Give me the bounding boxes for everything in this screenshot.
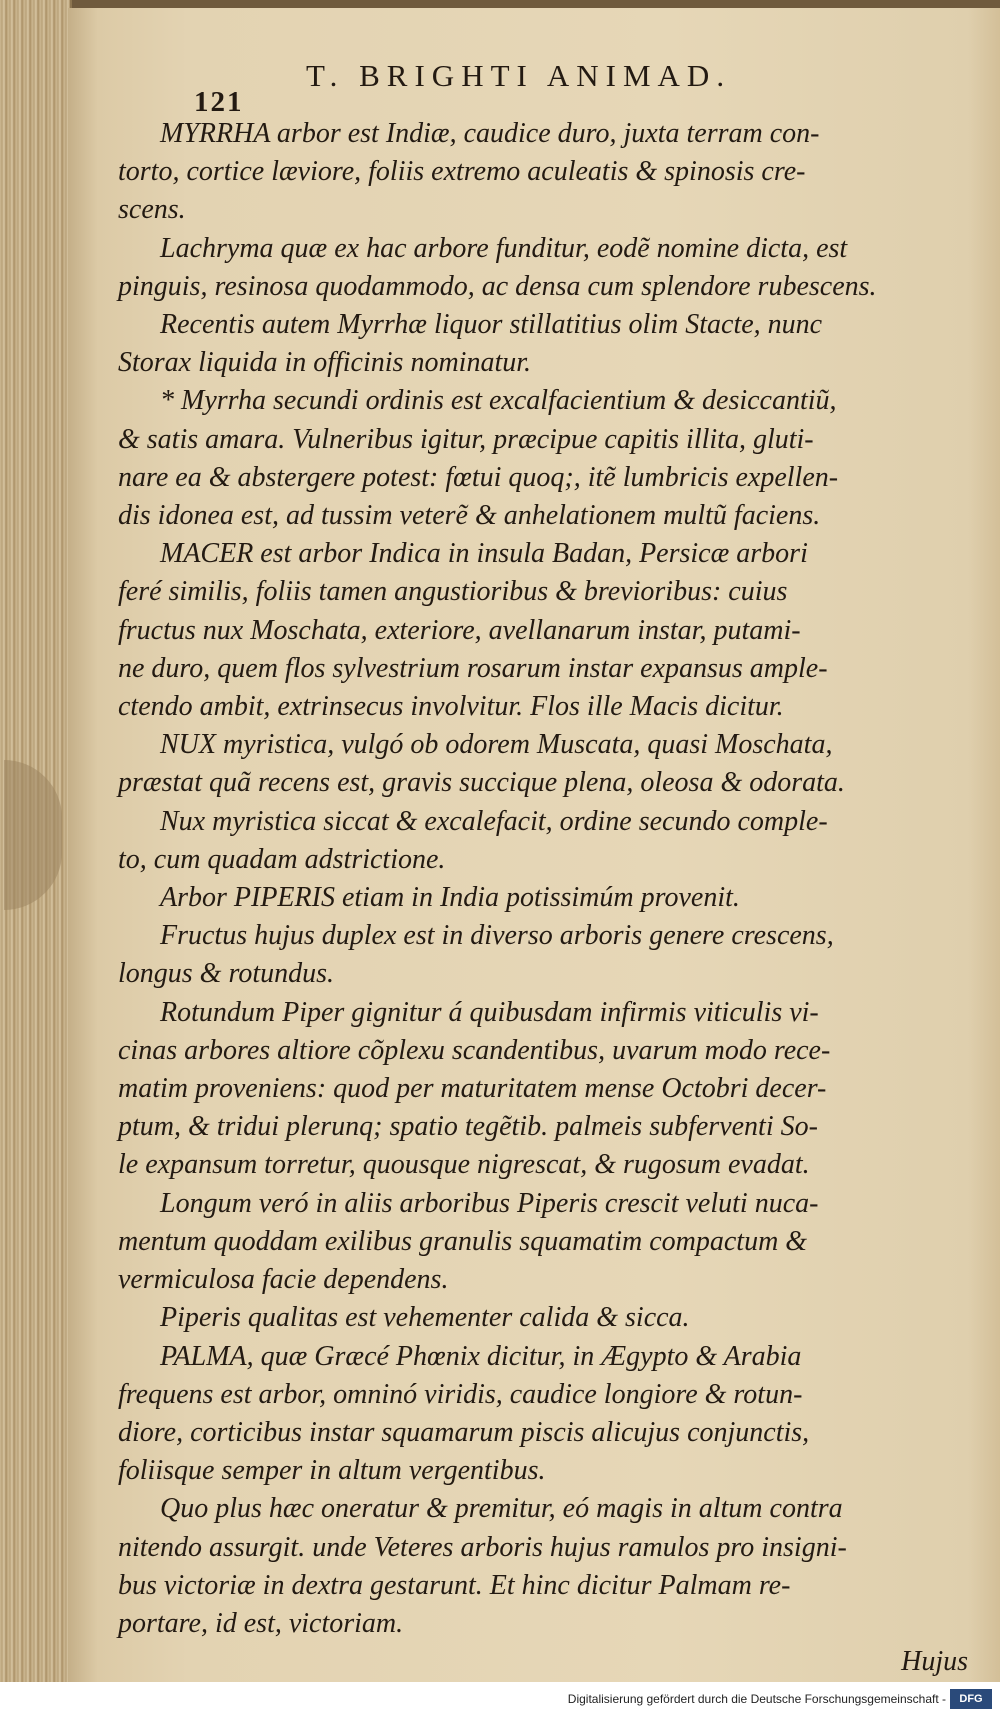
text-line: scens. [118, 194, 186, 226]
text-line: & satis amara. Vulneribus igitur, præcipue capitis illita, gluti- [118, 423, 814, 455]
text-body [118, 115, 978, 1643]
footer [0, 1682, 1000, 1715]
text-line: matim proveniens: quod per maturitatem mense Octobri decer- [118, 1073, 827, 1105]
text-line: Longum veró in aliis arboribus Piperis crescit veluti nuca- [160, 1187, 819, 1219]
text-line: Quo plus hæc oneratur & premitur, eó magis in altum contra [160, 1493, 843, 1525]
text-line: MYRRHA arbor est Indiæ, caudice duro, juxta terram con- [160, 118, 820, 149]
text-line: mentum quoddam exilibus granulis squamatim compactum & [118, 1225, 808, 1257]
text-line: portare, id est, victoriam. [118, 1607, 404, 1639]
page-edges [0, 0, 72, 1682]
text-line: * Myrrha secundi ordinis est excalfacientium & desiccantiũ, [160, 385, 837, 417]
text-line: longus & rotundus. [118, 958, 334, 990]
text-line: ne duro, quem flos sylvestrium rosarum instar expansus ample- [118, 652, 828, 684]
text-line: Nux myristica siccat & excalefacit, ordine secundo comple- [160, 805, 828, 837]
text-line: Storax liquida in officinis nominatur. [118, 347, 532, 379]
text-line: PALMA, quæ Græcé Phœnix dicitur, in Ægypto & Arabia [160, 1340, 802, 1372]
text-line: vermiculosa facie dependens. [118, 1264, 449, 1296]
text-line: præstat quã recens est, gravis succique plena, oleosa & odorata. [118, 767, 845, 799]
text-line: Recentis autem Myrrhæ liquor stillatitius olim Stacte, nunc [160, 309, 823, 341]
text-line: feré similis, foliis tamen angustioribus & brevioribus: cuius [118, 576, 788, 608]
text-line: nare ea & abstergere potest: fœtui quoq;, itẽ lumbricis expellen- [118, 461, 839, 493]
text-line: cinas arbores altiore cõplexu scandentibus, uvarum modo rece- [118, 1034, 831, 1066]
text-line: pinguis, resinosa quodammodo, ac densa cum splendore rubescens. [118, 270, 877, 302]
text-line: le expansum torretur, quousque nigrescat, & rugosum evadat. [118, 1149, 810, 1181]
running-title: T. BRIGHTI ANIMAD. [306, 58, 732, 93]
page-text [118, 55, 978, 1681]
text-line: Fructus hujus duplex est in diverso arboris genere crescens, [160, 920, 834, 952]
text-line: fructus nux Moschata, exteriore, avellanarum instar, putami- [118, 614, 801, 646]
text-line: Arbor PIPERIS etiam in India potissimúm provenit. [160, 882, 740, 914]
funding-credit: Digitalisierung gefördert durch die Deutsche Forschungsgemeinschaft - [567, 1692, 946, 1706]
text-line: nitendo assurgit. unde Veteres arboris hujus ramulos pro insigni- [118, 1531, 847, 1563]
text-line: MACER est arbor Indica in insula Badan, Persicæ arbori [160, 538, 808, 570]
text-line: foliisque semper in altum vergentibus. [118, 1455, 546, 1487]
text-line: torto, cortice læviore, foliis extremo aculeatis & spinosis cre- [118, 156, 806, 188]
dfg-logo: DFG [950, 1689, 992, 1709]
catchword: Hujus [901, 1646, 968, 1678]
text-line: NUX myristica, vulgó ob odorem Muscata, quasi Moschata, [160, 729, 833, 761]
text-line: ptum, & tridui plerunq; spatio tegẽtib. palmeis subferventi So- [118, 1111, 818, 1143]
page-number: 121 [194, 86, 244, 118]
text-line: ctendo ambit, extrinsecus involvitur. Flos ille Macis dicitur. [118, 691, 784, 723]
text-line: Rotundum Piper gignitur á quibusdam infirmis viticulis vi- [160, 996, 819, 1028]
text-line: bus victoriæ in dextra gestarunt. Et hinc dicitur Palmam re- [118, 1569, 791, 1601]
text-line: frequens est arbor, omninó viridis, caudice longiore & rotun- [118, 1378, 803, 1410]
text-line: Piperis qualitas est vehementer calida & sicca. [160, 1302, 690, 1334]
text-line: diore, corticibus instar squamarum piscis alicujus conjunctis, [118, 1416, 810, 1448]
running-head [118, 55, 978, 118]
text-line: dis idonea est, ad tussim veterẽ & anhelationem multũ faciens. [118, 500, 821, 532]
text-line: Lachryma quæ ex hac arbore funditur, eodẽ nomine dicta, est [160, 232, 848, 264]
text-line: to, cum quadam adstrictione. [118, 843, 446, 875]
